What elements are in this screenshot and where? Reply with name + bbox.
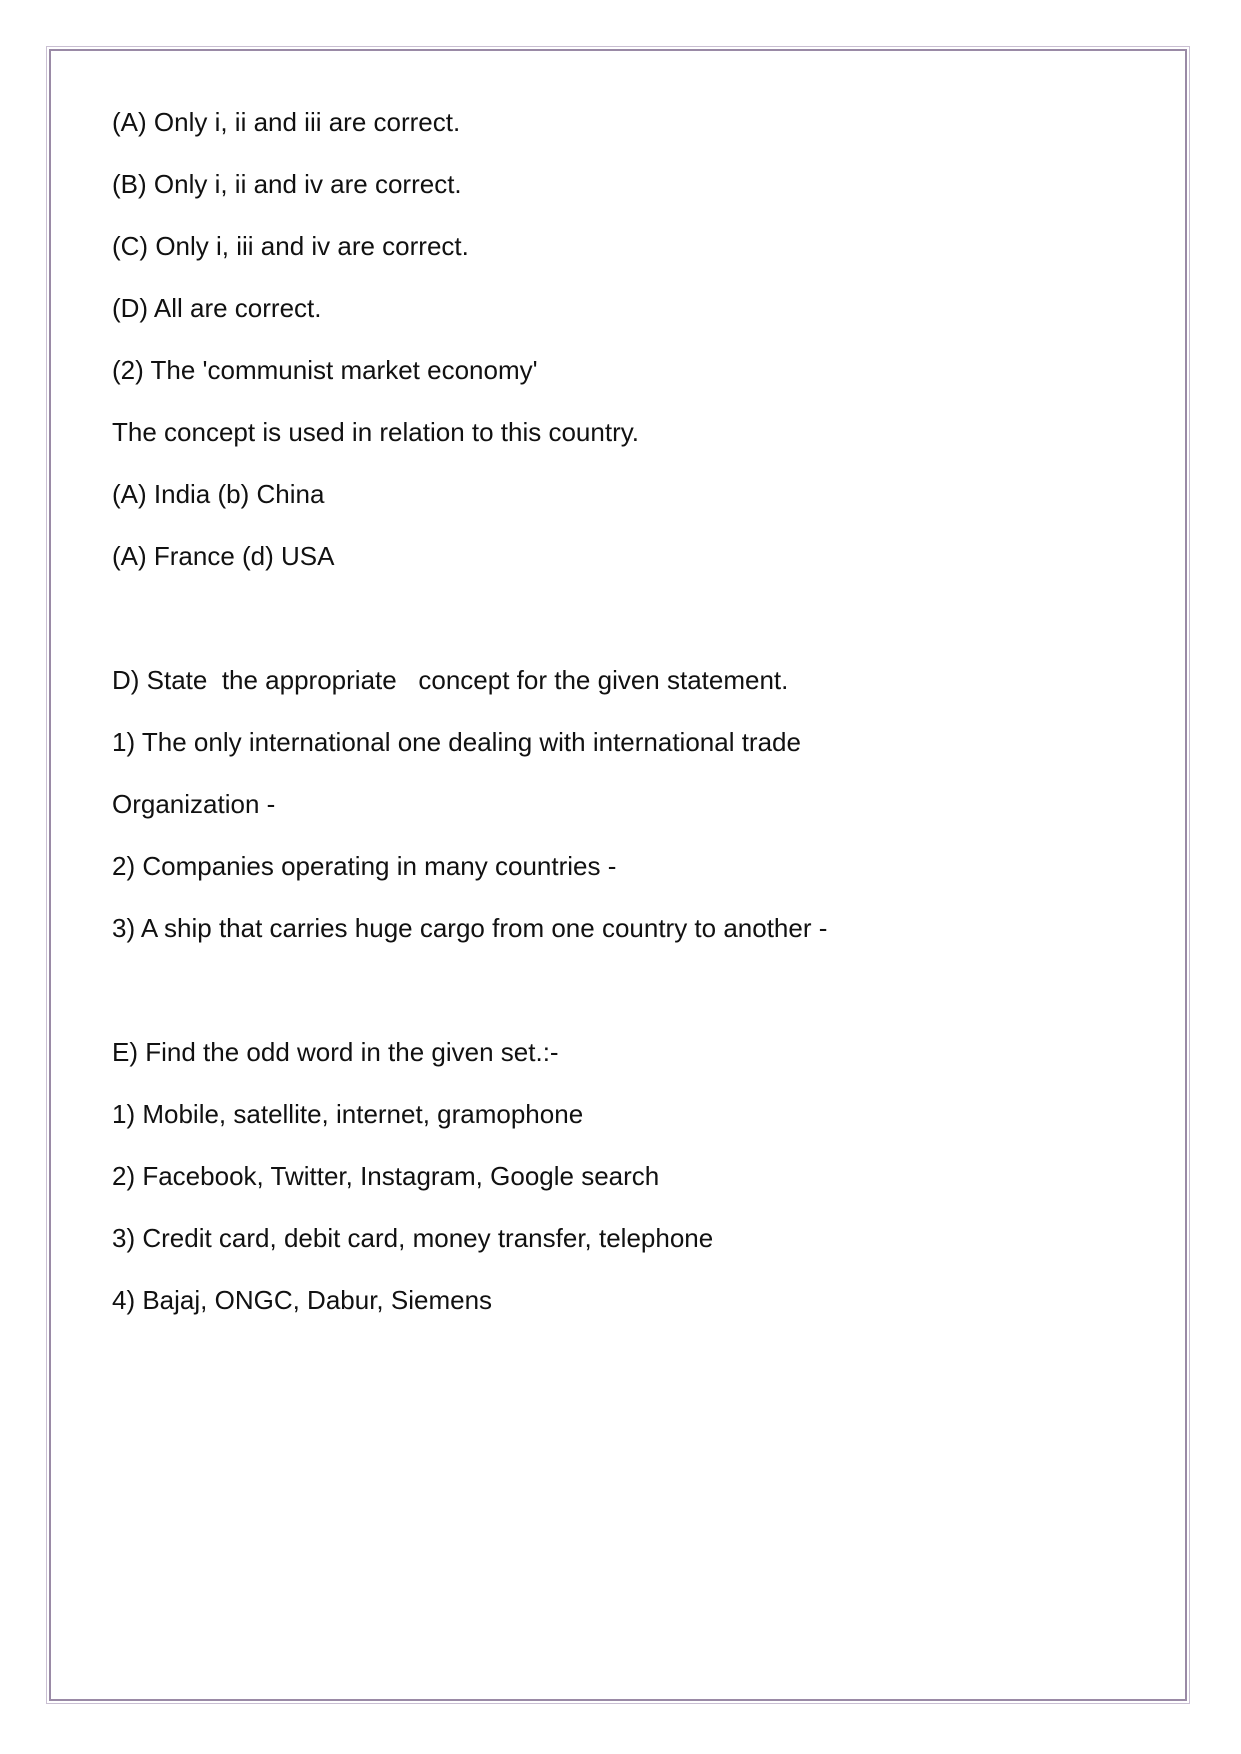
question-2-text: The concept is used in relation to this country. [112,417,640,447]
section-e-item: 2) Facebook, Twitter, Instagram, Google search [112,1161,660,1191]
document-content [112,96,1132,1336]
option-b: (B) Only i, ii and iv are correct. [112,169,462,199]
section-e-item: 3) Credit card, debit card, money transfer, telephone [112,1223,714,1253]
section-d-heading: D) State the appropriate concept for the given statement. [112,665,789,695]
option-d: (D) All are correct. [112,293,322,323]
section-d-item: 1) The only international one dealing with international trade [112,727,801,757]
section-d-item: 2) Companies operating in many countries - [112,851,617,881]
option-c: (C) Only i, iii and iv are correct. [112,231,469,261]
section-d-item: 3) A ship that carries huge cargo from one country to another - [112,913,828,943]
spacer [112,964,1132,1026]
section-d-item: Organization - [112,789,276,819]
section-e-item: 1) Mobile, satellite, internet, gramophone [112,1099,584,1129]
question-2-options-row1: (A) India (b) China [112,479,325,509]
option-a: (A) Only i, ii and iii are correct. [112,107,461,137]
section-e-heading: E) Find the odd word in the given set.:- [112,1037,559,1067]
section-e-item: 4) Bajaj, ONGC, Dabur, Siemens [112,1285,493,1315]
spacer [112,592,1132,654]
question-2-options-row2: (A) France (d) USA [112,541,335,571]
question-2-title: (2) The 'communist market economy' [112,355,538,385]
